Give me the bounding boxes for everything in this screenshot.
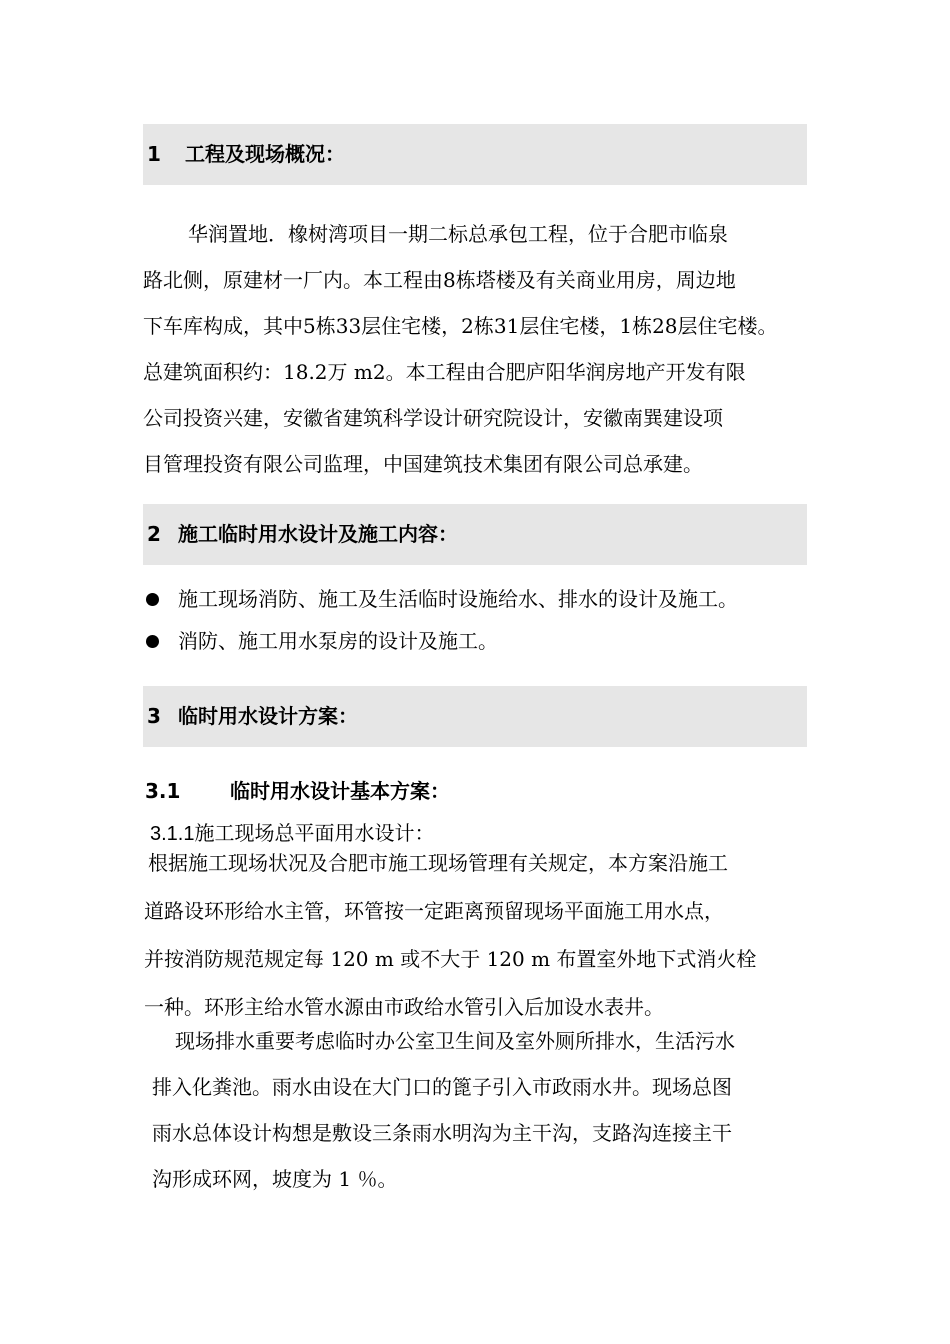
section-number: 2 <box>147 522 161 546</box>
paragraph-line: 现场排水重要考虑临时办公室卫生间及室外厕所排水，生活污水 <box>175 1029 735 1053</box>
bullet-text: 施工现场消防、施工及生活临时设施给水、排水的设计及施工。 <box>178 587 738 611</box>
subsubsection-title: 施工现场总平面用水设计： <box>194 821 435 845</box>
section-1-heading <box>143 124 807 185</box>
section-2-heading <box>143 504 807 565</box>
bullet-item <box>146 584 766 614</box>
paragraph-line: 路北侧，原建材一厂内。本工程由8栋塔楼及有关商业用房，周边地 <box>143 268 736 292</box>
paragraph-line: 总建筑面积约：18.2万 m2。本工程由合肥庐阳华润房地产开发有限 <box>143 360 746 384</box>
section-number: 3 <box>147 704 161 728</box>
paragraph-line: 下车库构成，其中5栋33层住宅楼，2栋31层住宅楼，1栋28层住宅楼。 <box>143 314 778 338</box>
paragraph-line: 目管理投资有限公司监理，中国建筑技术集团有限公司总承建。 <box>143 452 703 476</box>
paragraph-line: 根据施工现场状况及合肥市施工现场管理有关规定，本方案沿施工 <box>148 851 728 875</box>
section-1-paragraph <box>143 211 778 487</box>
section-3-heading <box>143 686 807 747</box>
paragraph-line: 华润置地．橡树湾项目一期二标总承包工程，位于合肥市临泉 <box>188 222 728 246</box>
section-number: 1 <box>147 142 161 166</box>
bullet-icon <box>146 593 159 606</box>
subsection-title: 临时用水设计基本方案： <box>230 779 450 803</box>
section-title: 施工临时用水设计及施工内容： <box>178 522 458 546</box>
bullet-item <box>146 626 766 656</box>
paragraph-line: 一种。环形主给水管水源由市政给水管引入后加设水表井。 <box>144 995 664 1019</box>
paragraph-line: 雨水总体设计构想是敷设三条雨水明沟为主干沟，支路沟连接主干 <box>152 1121 732 1145</box>
subsubsection-number: 3.1.1 <box>150 823 195 845</box>
subsection-number: 3.1 <box>145 779 181 803</box>
water-supply-paragraph <box>144 839 757 1031</box>
paragraph-line: 公司投资兴建，安徽省建筑科学设计研究院设计，安徽南巽建设项 <box>143 406 723 430</box>
bullet-text: 消防、施工用水泵房的设计及施工。 <box>178 629 498 653</box>
drainage-paragraph <box>152 1018 735 1202</box>
paragraph-line: 并按消防规范规定每 120 m 或不大于 120 m 布置室外地下式消火栓 <box>144 947 757 971</box>
section-title: 工程及现场概况： <box>185 142 345 166</box>
bullet-icon <box>146 635 159 648</box>
paragraph-line: 排入化粪池。雨水由设在大门口的篦子引入市政雨水井。现场总图 <box>152 1075 732 1099</box>
paragraph-line: 沟形成环网，坡度为 1 ％。 <box>152 1167 398 1191</box>
section-title: 临时用水设计方案： <box>178 704 358 728</box>
paragraph-line: 道路设环形给水主管，环管按一定距离预留现场平面施工用水点， <box>144 899 724 923</box>
